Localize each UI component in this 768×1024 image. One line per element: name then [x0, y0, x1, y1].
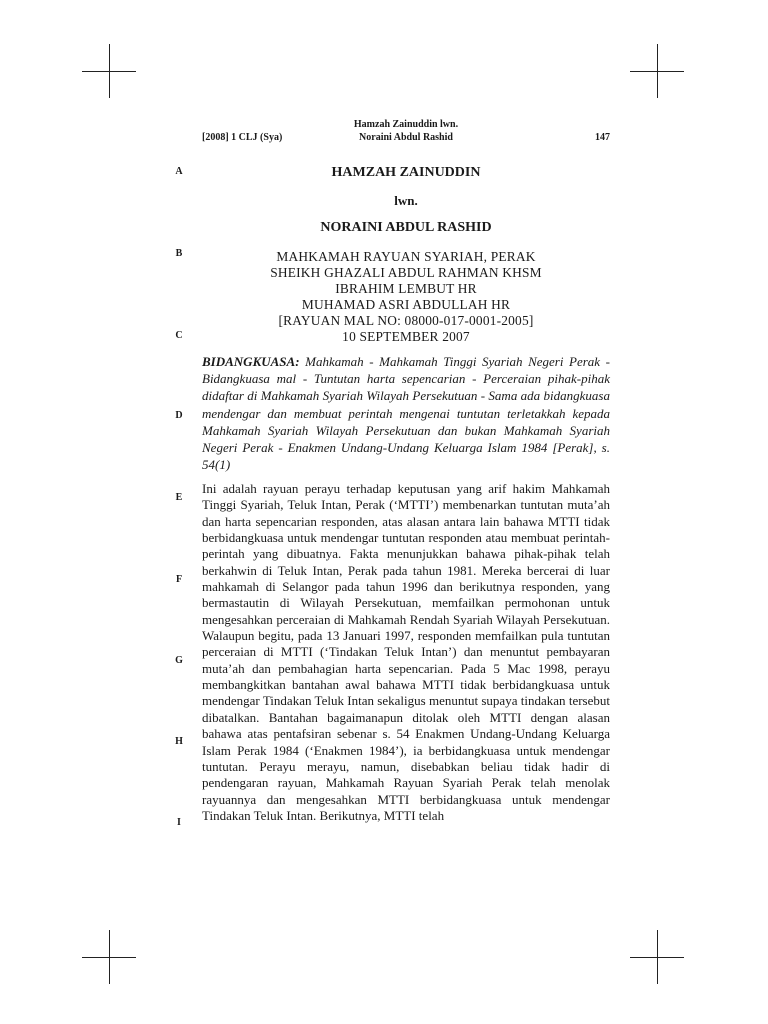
- judge-1: SHEIKH GHAZALI ABDUL RAHMAN KHSM: [270, 265, 542, 280]
- case-party-1: HAMZAH ZAINUDDIN: [331, 165, 481, 180]
- margin-letter-f: F: [175, 574, 183, 585]
- case-party-2: NORAINI ABDUL RASHID: [320, 220, 492, 235]
- margin-letter-i: I: [177, 817, 181, 828]
- margin-letter-d: D: [175, 410, 183, 421]
- margin-letter-h: H: [175, 736, 183, 747]
- margin-letter-a: A: [175, 166, 183, 177]
- headnote-text: Mahkamah - Mahkamah Tinggi Syariah Negeri Perak - Bidangkuasa mal - Tuntutan harta sepencarian - Perceraian pihak-pihak didaftar di Mahkamah Syariah Wilayah Persekutuan - Sama ada bidangkuasa mendengar dan membuat perintah mengenai tuntutan terletakkah kepada Mahkamah Syariah Wilayah Persekutuan dan bukan Mahkamah Syariah Negeri Perak - Enakmen Undang-Undang Keluarga Islam 1984 [Perak], s. 54(1): [202, 354, 610, 473]
- running-title-line-1: Hamzah Zainuddin lwn.: [353, 119, 459, 130]
- judge-2: IBRAHIM LEMBUT HR: [335, 281, 477, 296]
- decision-date: 10 SEPTEMBER 2007: [342, 329, 470, 344]
- page-number: 147: [595, 132, 610, 143]
- court-details: [202, 249, 610, 345]
- running-head: [202, 118, 610, 146]
- crop-mark-bottom-right-v: [657, 930, 658, 984]
- court-name: MAHKAMAH RAYUAN SYARIAH, PERAK: [276, 249, 536, 264]
- running-title: [302, 118, 510, 144]
- judge-3: MUHAMAD ASRI ABDULLAH HR: [301, 297, 511, 312]
- margin-letter-b: B: [175, 248, 183, 259]
- running-title-line-2: Noraini Abdul Rashid: [359, 132, 453, 143]
- margin-letter-c: C: [175, 330, 183, 341]
- case-versus: lwn.: [394, 193, 418, 208]
- crop-mark-top-right-v: [657, 44, 658, 98]
- headnote: [202, 353, 610, 473]
- margin-letter-g: G: [175, 655, 183, 666]
- crop-mark-bottom-left-v: [109, 930, 110, 984]
- body-paragraph: Ini adalah rayuan perayu terhadap keputusan yang arif hakim Mahkamah Tinggi Syariah, Teluk Intan, Perak (‘MTTI’) membenarkan tuntutan muta’ah dan harta sepencarian responden, atas alasan antara lain bahawa MTTI tidak berbidangkuasa untuk mendengar tuntutan responden atau membuat perintah-perintah yang dibuatnya. Fakta menunjukkan bahawa pihak-pihak telah berkahwin di Teluk Intan, Perak pada tahun 1981. Mereka bercerai di luar mahkamah di Selangor pada tahun 1996 dan berikutnya responden, yang bermastautin di Wilayah Persekutuan, memfailkan permohonan untuk mengesahkan perceraian di Mahkamah Rendah Syariah Wilayah Persekutuan. Walaupun begitu, pada 13 Januari 1997, responden memfailkan pula tuntutan perceraian di MTTI (‘Tindakan Teluk Intan’) dan menuntut pembayaran muta’ah dan pembahagian harta sepencarian. Pada 5 Mac 1998, perayu membangkitkan bantahan awal bahawa MTTI tidak berbidangkuasa untuk mendengar Tindakan Teluk Intan sekaligus menuntut supaya tindakan tersebut dibatalkan. Bantahan bagaimanapun ditolak oleh MTTI dengan alasan bahawa atas pentafsiran sebenar s. 54 Enakmen Undang-Undang Keluarga Islam Perak 1984 (‘Enakmen 1984’), ia berbidangkuasa untuk mendengar tuntutan. Perayu merayu, namun, disebabkan beliau tidak hadir di pendengaran rayuan, Mahkamah Rayuan Syariah Perak telah menolak rayuannya dan mengesahkan MTTI berbidangkuasa untuk mendengar Tindakan Teluk Intan. Berikutnya, MTTI telah: [202, 481, 610, 823]
- citation: [2008] 1 CLJ (Sya): [202, 132, 283, 143]
- crop-mark-top-left-v: [109, 44, 110, 98]
- margin-letter-e: E: [175, 492, 183, 503]
- headnote-label: BIDANGKUASA:: [202, 354, 300, 369]
- appeal-number: [RAYUAN MAL NO: 08000-017-0001-2005]: [278, 313, 534, 328]
